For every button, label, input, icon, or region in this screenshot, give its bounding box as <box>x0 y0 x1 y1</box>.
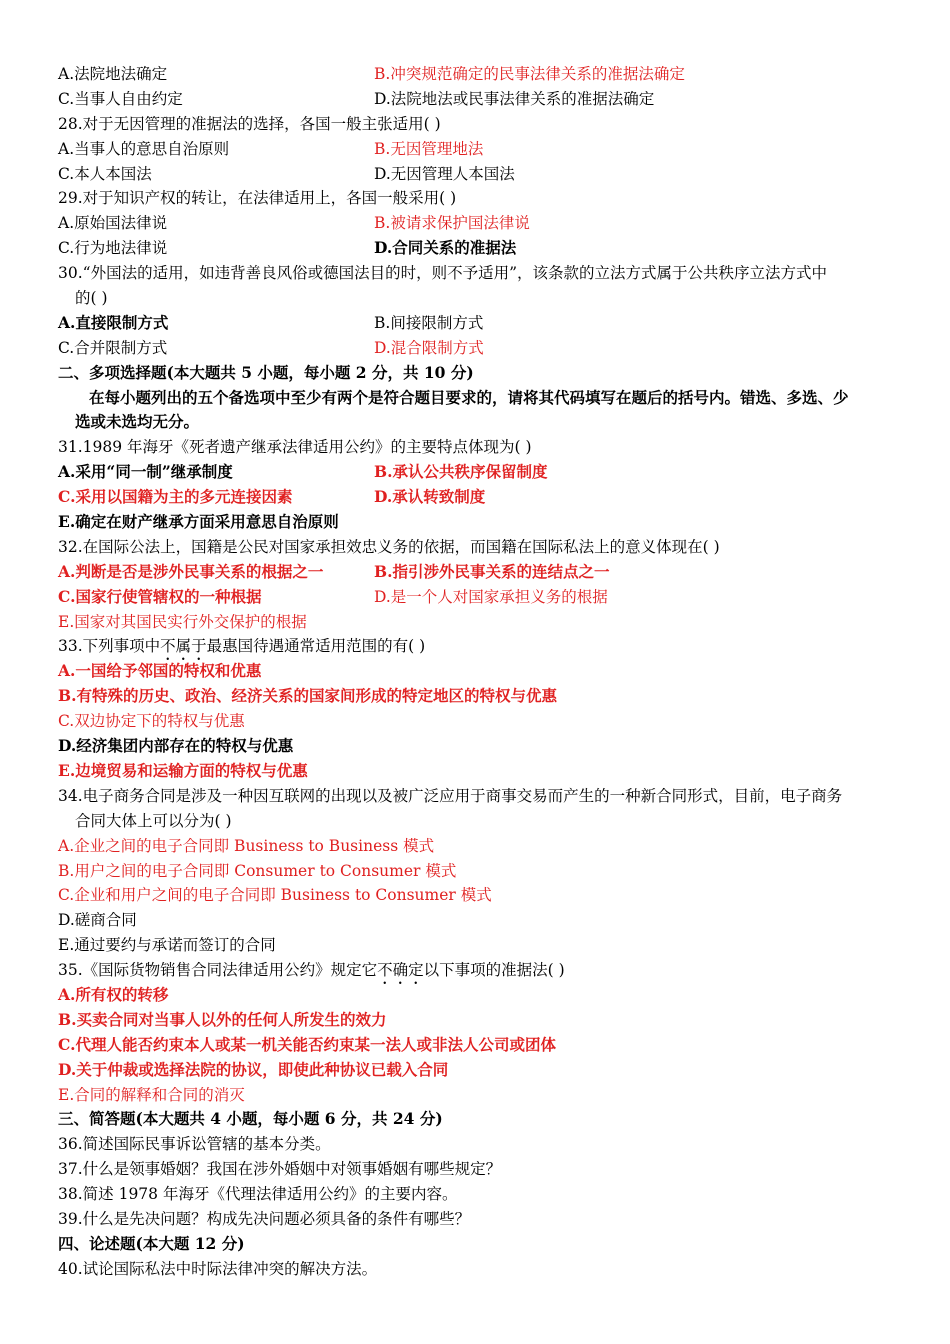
question-text: 30.“外国法的适用，如违背善良风俗或德国法目的时，则不予适用”，该条款的立法方式属于公共秩序立法方式中 <box>58 264 828 283</box>
question-31 <box>58 435 896 460</box>
option-b: B.无因管理地法 <box>374 139 484 158</box>
option-a: A.直接限制方式 <box>58 312 169 332</box>
option-d: D.磋商合同 <box>58 911 137 930</box>
option-row <box>58 709 896 734</box>
section-heading <box>58 361 896 386</box>
option-e: E.通过要约与承诺而签订的合同 <box>58 936 276 955</box>
question-text-part: 35.《国际货物销售合同法律适用公约》规定它 <box>58 961 378 980</box>
instruction-text: 选或未选均无分。 <box>75 412 200 432</box>
question-text-part: 33.下列事项中 <box>58 637 161 656</box>
option-d: D.是一个人对国家承担义务的根据 <box>374 587 608 606</box>
option-b: B.用户之间的电子合同即 Consumer to Consumer 模式 <box>58 861 457 880</box>
option-b: B.买卖合同对当事人以外的任何人所发生的效力 <box>58 1009 387 1029</box>
option-row <box>58 560 896 585</box>
option-row <box>58 983 896 1008</box>
option-b: B.有特殊的历史、政治、经济关系的国家间形成的特定地区的特权与优惠 <box>58 686 557 706</box>
option-row <box>58 1083 896 1108</box>
section-instruction-cont <box>58 410 896 435</box>
question-text: 合同大体上可以分为( ) <box>75 811 232 830</box>
option-d: D.承认转致制度 <box>374 487 486 507</box>
question-34 <box>58 784 896 809</box>
option-c: C.合并限制方式 <box>58 338 168 357</box>
option-b: B.被请求保护国法律说 <box>374 214 530 233</box>
option-a: A.原始国法律说 <box>58 214 168 233</box>
option-row <box>58 236 896 261</box>
question-30-cont <box>58 286 896 311</box>
question-28 <box>58 112 896 137</box>
emphasis-text: 不确定 <box>377 961 424 980</box>
option-b: B.冲突规范确定的民事法律关系的准据法确定 <box>374 65 685 83</box>
question-30 <box>58 261 896 286</box>
question-text: 40.试论国际私法中时际法律冲突的解决方法。 <box>58 1259 378 1278</box>
option-a: A.判断是否是涉外民事关系的根据之一 <box>58 561 324 581</box>
option-c: C.采用以国籍为主的多元连接因素 <box>58 487 293 507</box>
option-row <box>58 834 896 859</box>
option-row <box>58 485 896 510</box>
option-d: D.合同关系的准据法 <box>374 238 517 258</box>
option-c: C.当事人自由约定 <box>58 89 183 108</box>
option-row <box>58 336 896 361</box>
option-e: E.边境贸易和运输方面的特权与优惠 <box>58 760 308 780</box>
question-36 <box>58 1132 896 1157</box>
question-37 <box>58 1157 896 1182</box>
question-text: 39.什么是先决问题？构成先决问题必须具备的条件有哪些？ <box>58 1209 471 1228</box>
option-a: A.当事人的意思自治原则 <box>58 139 230 158</box>
section-title: 二、多项选择题(本大题共 5 小题，每小题 2 分，共 10 分) <box>58 362 474 382</box>
question-text: 的( ) <box>75 289 108 308</box>
option-c: C.代理人能否约束本人或某一机关能否约束某一法人或非法人公司或团体 <box>58 1034 556 1054</box>
option-a: A.法院地法确定 <box>58 65 168 83</box>
option-c: C.企业和用户之间的电子合同即 Business to Consumer 模式 <box>58 886 492 905</box>
option-row <box>58 87 896 112</box>
option-d: D.混合限制方式 <box>374 338 484 357</box>
option-a: A.企业之间的电子合同即 Business to Business 模式 <box>58 836 435 855</box>
option-a: A.一国给予邻国的特权和优惠 <box>58 661 262 681</box>
option-a: A.所有权的转移 <box>58 984 169 1004</box>
section-title: 四、论述题(本大题 12 分) <box>58 1233 245 1253</box>
option-row <box>58 684 896 709</box>
option-row <box>58 859 896 884</box>
option-row <box>58 460 896 485</box>
option-row <box>58 137 896 162</box>
option-b: B.间接限制方式 <box>374 313 484 332</box>
option-d: D.关于仲裁或选择法院的协议，即使此种协议已载入合同 <box>58 1059 449 1079</box>
question-text: 38.简述 1978 年海牙《代理法律适用公约》的主要内容。 <box>58 1185 458 1204</box>
option-row <box>58 908 896 933</box>
option-row <box>58 1033 896 1058</box>
option-row <box>58 510 896 535</box>
option-b: B.承认公共秩序保留制度 <box>374 462 548 482</box>
question-text: 36.简述国际民事诉讼管辖的基本分类。 <box>58 1135 331 1154</box>
question-35 <box>58 958 896 983</box>
option-row <box>58 1058 896 1083</box>
question-text: 29.对于知识产权的转让，在法律适用上，各国一般采用( ) <box>58 189 457 208</box>
question-text: 31.1989 年海牙《死者遗产继承法律适用公约》的主要特点体现为( ) <box>58 438 532 457</box>
option-row <box>58 1008 896 1033</box>
section-heading <box>58 1232 896 1257</box>
option-row <box>58 311 896 336</box>
question-40 <box>58 1257 896 1282</box>
section-heading <box>58 1107 896 1132</box>
option-c: C.本人本国法 <box>58 164 152 183</box>
option-row <box>58 62 896 87</box>
option-a: A.采用“同一制”继承制度 <box>58 462 233 482</box>
question-32 <box>58 535 896 560</box>
option-b: B.指引涉外民事关系的连结点之一 <box>374 561 610 581</box>
question-34-cont <box>58 809 896 834</box>
instruction-text: 在每小题列出的五个备选项中至少有两个是符合题目要求的，请将其代码填写在题后的括号内。错选、多选、少 <box>89 387 849 407</box>
option-row <box>58 162 896 187</box>
question-text-part: 最惠国待遇通常适用范围的有( ) <box>206 637 426 656</box>
option-row <box>58 659 896 684</box>
option-e: E.国家对其国民实行外交保护的根据 <box>58 612 307 631</box>
question-text: 28.对于无因管理的准据法的选择，各国一般主张适用( ) <box>58 114 441 133</box>
question-text-part: 以下事项的准据法( ) <box>423 961 565 980</box>
question-text: 37.什么是领事婚姻？我国在涉外婚姻中对领事婚姻有哪些规定？ <box>58 1160 502 1179</box>
question-38 <box>58 1182 896 1207</box>
option-row <box>58 585 896 610</box>
option-row <box>58 211 896 236</box>
section-instruction <box>58 386 896 411</box>
question-text: 32.在国际公法上，国籍是公民对国家承担效忠义务的依据，而国籍在国际私法上的意义体现在( ) <box>58 537 720 556</box>
question-33 <box>58 634 896 659</box>
exam-page <box>58 62 896 1282</box>
option-row <box>58 734 896 759</box>
option-c: C.国家行使管辖权的一种根据 <box>58 586 262 606</box>
question-text: 34.电子商务合同是涉及一种因互联网的出现以及被广泛应用于商事交易而产生的一种新合同形式，目前，电子商务 <box>58 786 843 805</box>
option-row <box>58 933 896 958</box>
option-d: D.经济集团内部存在的特权与优惠 <box>58 736 294 756</box>
section-title: 三、简答题(本大题共 4 小题，每小题 6 分，共 24 分) <box>58 1109 443 1129</box>
option-e: E.合同的解释和合同的消灭 <box>58 1085 245 1104</box>
option-row <box>58 883 896 908</box>
option-c: C.行为地法律说 <box>58 239 168 258</box>
emphasis-text: 不属于 <box>160 637 207 656</box>
option-row <box>58 759 896 784</box>
option-row <box>58 610 896 635</box>
option-e: E.确定在财产继承方面采用意思自治原则 <box>58 512 339 532</box>
option-c: C.双边协定下的特权与优惠 <box>58 712 245 731</box>
question-29 <box>58 186 896 211</box>
option-d: D.法院地法或民事法律关系的准据法确定 <box>374 89 655 108</box>
question-39 <box>58 1207 896 1232</box>
option-d: D.无因管理人本国法 <box>374 164 515 183</box>
